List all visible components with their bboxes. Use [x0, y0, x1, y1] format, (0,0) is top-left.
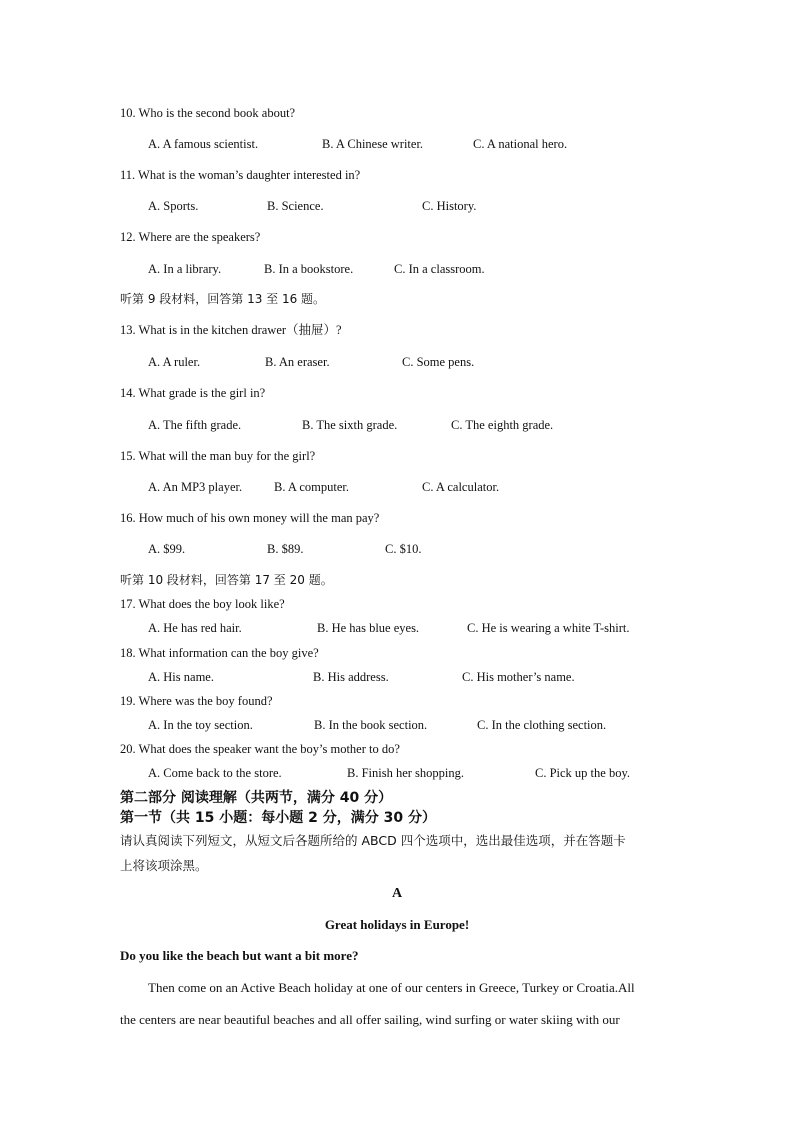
- q20-option-b: B. Finish her shopping.: [347, 766, 465, 780]
- q12-option-b: B. In a bookstore.: [264, 262, 354, 276]
- question-18: 18. What information can the boy give?: [120, 646, 319, 660]
- q15-option-a: A. An MP3 player.: [148, 480, 243, 494]
- passage-subtitle: Do you like the beach but want a bit more?: [120, 948, 359, 963]
- q14-option-c: C. The eighth grade.: [451, 418, 554, 432]
- q18-option-b: B. His address.: [313, 670, 389, 684]
- question-16: 16. How much of his own money will the man pay?: [120, 511, 380, 525]
- q17-option-a: A. He has red hair.: [148, 621, 242, 635]
- q13-option-b: B. An eraser.: [265, 355, 330, 369]
- q10-option-a: A. A famous scientist.: [148, 137, 259, 151]
- q13-option-a: A. A ruler.: [148, 355, 201, 369]
- part2-header: 第二部分 阅读理解（共两节，满分 40 分）: [120, 790, 393, 806]
- question-11: 11. What is the woman’s daughter interested in?: [120, 168, 361, 182]
- question-15: 15. What will the man buy for the girl?: [120, 449, 316, 463]
- q19-option-c: C. In the clothing section.: [477, 718, 607, 732]
- question-14: 14. What grade is the girl in?: [120, 386, 266, 400]
- q16-option-b: B. $89.: [267, 542, 304, 556]
- q17-option-c: C. He is wearing a white T-shirt.: [467, 621, 630, 635]
- reading-instructions-line1: 请认真阅读下列短文，从短文后各题所给的 ABCD 四个选项中，选出最佳选项，并在答题卡: [120, 833, 626, 848]
- q18-option-a: A. His name.: [148, 670, 214, 684]
- q20-option-a: A. Come back to the store.: [148, 766, 282, 780]
- q15-option-b: B. A computer.: [274, 480, 349, 494]
- question-17: 17. What does the boy look like?: [120, 597, 285, 611]
- q14-option-a: A. The fifth grade.: [148, 418, 242, 432]
- q10-option-b: B. A Chinese writer.: [322, 137, 424, 151]
- q16-option-a: A. $99.: [148, 542, 186, 556]
- q19-option-a: A. In the toy section.: [148, 718, 253, 732]
- q10-option-c: C. A national hero.: [473, 137, 568, 151]
- passage-line-2: the centers are near beautiful beaches and all offer sailing, wind surfing or water skiing with our: [120, 1012, 620, 1027]
- question-12: 12. Where are the speakers?: [120, 230, 261, 244]
- q15-option-c: C. A calculator.: [422, 480, 500, 494]
- q11-option-a: A. Sports.: [148, 199, 199, 213]
- question-19: 19. Where was the boy found?: [120, 694, 273, 708]
- question-10: 10. Who is the second book about?: [120, 106, 296, 120]
- passage-line-1: Then come on an Active Beach holiday at one of our centers in Greece, Turkey or Croatia.All: [148, 980, 635, 995]
- reading-instructions-line2: 上将该项涂黑。: [120, 858, 208, 873]
- q11-option-b: B. Science.: [267, 199, 324, 213]
- question-13: 13. What is in the kitchen drawer（抽屉）?: [120, 323, 342, 337]
- section1-header: 第一节（共 15 小题：每小题 2 分，满分 30 分）: [120, 810, 436, 826]
- listening-instruction-9: 听第 9 段材料，回答第 13 至 16 题。: [120, 292, 326, 306]
- q12-option-c: C. In a classroom.: [394, 262, 485, 276]
- q19-option-b: B. In the book section.: [314, 718, 428, 732]
- listening-instruction-10: 听第 10 段材料，回答第 17 至 20 题。: [120, 573, 333, 587]
- q16-option-c: C. $10.: [385, 542, 422, 556]
- passage-letter: A: [391, 886, 403, 901]
- q13-option-c: C. Some pens.: [402, 355, 475, 369]
- passage-title: Great holidays in Europe!: [324, 917, 470, 932]
- question-20: 20. What does the speaker want the boy’s mother to do?: [120, 742, 400, 756]
- q20-option-c: C. Pick up the boy.: [535, 766, 631, 780]
- q17-option-b: B. He has blue eyes.: [317, 621, 420, 635]
- q18-option-c: C. His mother’s name.: [462, 670, 575, 684]
- q14-option-b: B. The sixth grade.: [302, 418, 398, 432]
- q12-option-a: A. In a library.: [148, 262, 222, 276]
- q11-option-c: C. History.: [422, 199, 477, 213]
